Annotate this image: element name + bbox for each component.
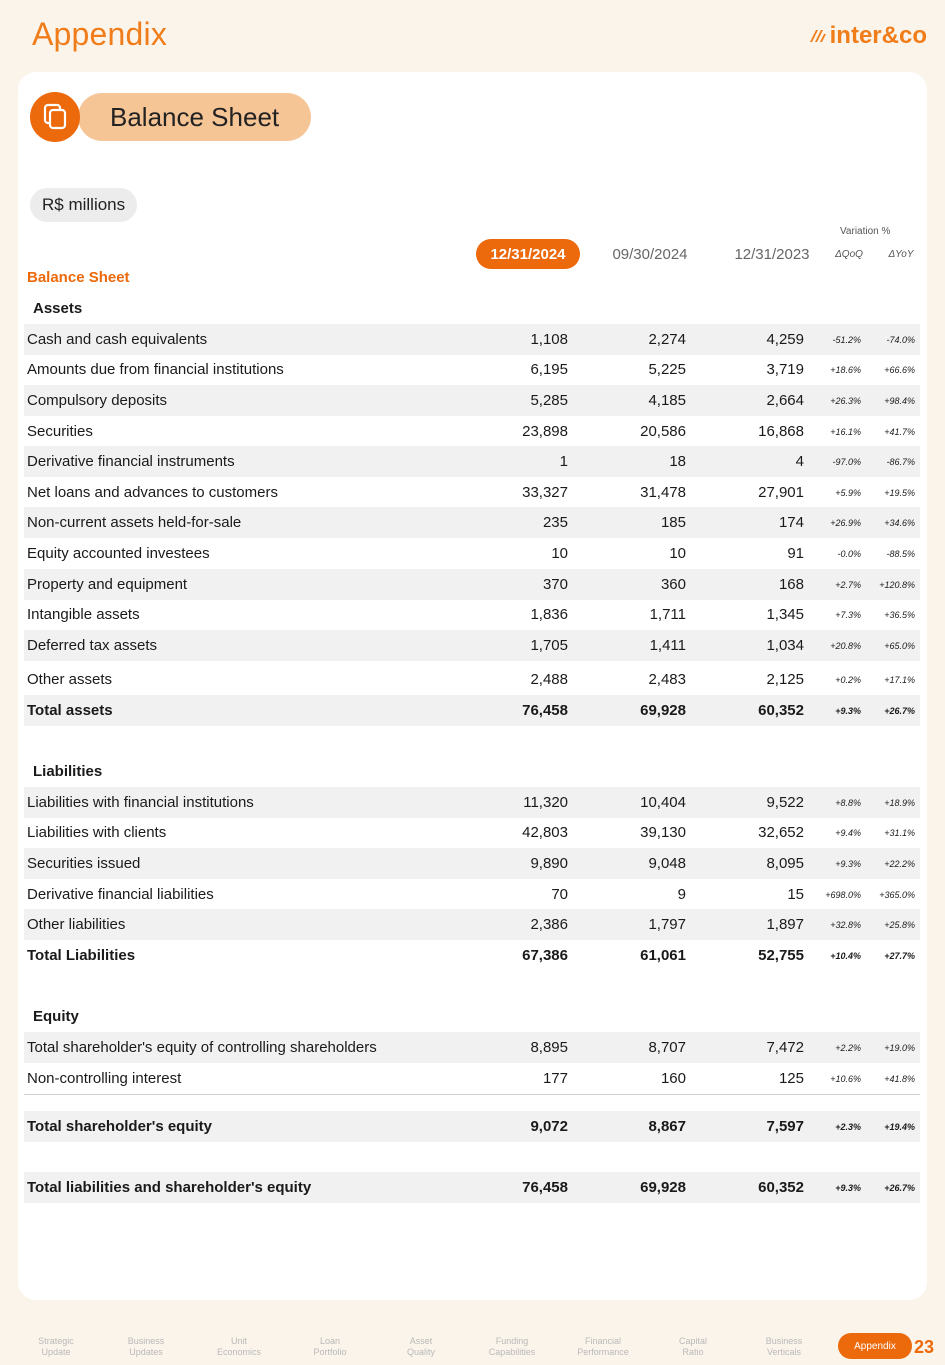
nav-item[interactable]: Financial Performance xyxy=(577,1336,629,1357)
nav-item[interactable]: Strategic Update xyxy=(38,1336,74,1357)
value-previous-year: 27,901 xyxy=(758,484,804,501)
variation-qoq: +10.6% xyxy=(830,1073,861,1084)
value-previous-quarter: 61,061 xyxy=(640,947,686,964)
value-current: 1,836 xyxy=(530,606,568,623)
row-label: Liabilities with financial institutions xyxy=(27,794,254,811)
table-row xyxy=(24,569,920,600)
value-previous-quarter: 1,797 xyxy=(648,916,686,933)
value-previous-year: 7,597 xyxy=(766,1118,804,1135)
variation-yoy: -74.0% xyxy=(886,334,915,345)
value-previous-year: 2,664 xyxy=(766,392,804,409)
value-previous-year: 174 xyxy=(778,514,804,531)
table-row xyxy=(24,477,920,508)
variation-yoy: +26.7% xyxy=(884,1182,915,1193)
variation-yoy: +36.5% xyxy=(884,609,915,620)
value-current: 2,488 xyxy=(530,671,568,688)
variation-yoy: +66.6% xyxy=(884,364,915,375)
value-current: 11,320 xyxy=(523,794,568,811)
value-previous-quarter: 5,225 xyxy=(648,361,686,378)
variation-yoy: +19.4% xyxy=(884,1121,915,1132)
value-current: 177 xyxy=(542,1070,568,1087)
value-current: 76,458 xyxy=(522,1179,568,1196)
row-label: Cash and cash equivalents xyxy=(27,331,208,348)
row-label: Other liabilities xyxy=(27,916,126,933)
variation-yoy: +25.8% xyxy=(884,919,915,930)
nav-item-appendix[interactable]: Appendix xyxy=(838,1333,912,1359)
column-header-previous-year: 12/31/2023 xyxy=(734,245,810,263)
table-row xyxy=(24,416,920,447)
section-header xyxy=(30,92,311,142)
table-row xyxy=(24,817,920,848)
variation-qoq: +26.9% xyxy=(830,517,861,528)
row-label: Total Liabilities xyxy=(27,947,136,964)
row-label: Equity accounted investees xyxy=(27,545,210,562)
variation-label: Variation % xyxy=(840,226,891,237)
row-label: Total shareholder's equity xyxy=(27,1118,212,1135)
value-previous-quarter: 360 xyxy=(660,576,686,593)
value-previous-year: 91 xyxy=(787,545,804,562)
variation-yoy: +27.7% xyxy=(884,950,915,961)
value-previous-quarter: 1,411 xyxy=(649,637,686,654)
table-row xyxy=(24,664,920,695)
value-previous-year: 125 xyxy=(778,1070,804,1087)
value-previous-year: 1,345 xyxy=(766,606,804,623)
value-current: 2,386 xyxy=(530,916,568,933)
variation-qoq: +5.9% xyxy=(835,487,861,498)
variation-qoq: +9.3% xyxy=(835,858,861,869)
value-previous-year: 2,125 xyxy=(766,671,804,688)
value-previous-year: 16,868 xyxy=(758,423,804,440)
table-row xyxy=(24,1032,920,1063)
variation-qoq: +18.6% xyxy=(830,364,861,375)
row-label: Net loans and advances to customers xyxy=(27,484,278,501)
row-label: Intangible assets xyxy=(27,606,140,623)
row-label: Securities xyxy=(27,423,93,440)
value-current: 5,285 xyxy=(530,392,568,409)
variation-qoq: +698.0% xyxy=(825,889,861,900)
value-previous-quarter: 2,483 xyxy=(648,671,686,688)
nav-item[interactable]: Loan Portfolio xyxy=(313,1336,347,1357)
variation-qoq: +32.8% xyxy=(830,919,861,930)
value-current: 1 xyxy=(559,453,568,470)
value-previous-year: 4,259 xyxy=(766,331,804,348)
unit-badge: R$ millions xyxy=(30,188,137,222)
row-label: Total assets xyxy=(27,702,113,719)
variation-qoq: +9.3% xyxy=(835,1182,861,1193)
company-logo xyxy=(808,22,927,50)
table-title: Balance Sheet xyxy=(27,269,130,286)
section-title: Balance Sheet xyxy=(78,93,311,141)
value-previous-quarter: 10,404 xyxy=(640,794,686,811)
variation-qoq: +26.3% xyxy=(830,395,861,406)
variation-yoy: +19.0% xyxy=(884,1042,915,1053)
table-total-row xyxy=(24,1172,920,1203)
variation-qoq: +8.8% xyxy=(835,797,861,808)
variation-qoq: +9.4% xyxy=(835,827,861,838)
row-label: Other assets xyxy=(27,671,113,688)
value-current: 370 xyxy=(542,576,568,593)
variation-yoy: +41.7% xyxy=(884,426,915,437)
value-previous-quarter: 69,928 xyxy=(640,1179,686,1196)
variation-qoq: +20.8% xyxy=(830,640,861,651)
variation-yoy: +22.2% xyxy=(884,858,915,869)
value-current: 70 xyxy=(551,886,568,903)
row-label: Securities issued xyxy=(27,855,141,872)
row-label: Compulsory deposits xyxy=(27,392,168,409)
row-label: Amounts due from financial institutions xyxy=(27,361,284,378)
table-row xyxy=(24,848,920,879)
group-heading: Assets xyxy=(33,300,83,317)
variation-yoy: +41.8% xyxy=(884,1073,915,1084)
value-previous-quarter: 9 xyxy=(677,886,686,903)
value-previous-year: 1,897 xyxy=(766,916,804,933)
table-total-row xyxy=(24,940,920,971)
value-previous-quarter: 39,130 xyxy=(640,824,686,841)
table-total-row xyxy=(24,695,920,726)
value-current: 9,072 xyxy=(530,1118,568,1135)
value-current: 6,195 xyxy=(530,361,568,378)
variation-qoq: +16.1% xyxy=(830,426,861,437)
variation-qoq: +9.3% xyxy=(835,705,861,716)
row-label: Liabilities with clients xyxy=(27,824,167,841)
table-row xyxy=(24,324,920,355)
value-current: 10 xyxy=(551,545,568,562)
value-current: 33,327 xyxy=(522,484,568,501)
value-previous-quarter: 8,707 xyxy=(648,1039,686,1056)
value-previous-year: 9,522 xyxy=(766,794,804,811)
variation-yoy: +18.9% xyxy=(884,797,915,808)
variation-qoq: +10.4% xyxy=(830,950,861,961)
row-divider xyxy=(24,1094,920,1095)
column-header-qoq: ΔQoQ xyxy=(835,248,863,260)
variation-yoy: +26.7% xyxy=(884,705,915,716)
table-row xyxy=(24,599,920,630)
table-row xyxy=(24,909,920,940)
variation-yoy: +65.0% xyxy=(884,640,915,651)
table-row xyxy=(24,538,920,569)
copy-icon xyxy=(30,92,80,142)
value-previous-year: 168 xyxy=(778,576,804,593)
table-total-row xyxy=(24,1111,920,1142)
value-previous-year: 7,472 xyxy=(766,1039,804,1056)
value-previous-year: 3,719 xyxy=(766,361,804,378)
content-card xyxy=(18,72,927,1300)
value-current: 235 xyxy=(542,514,568,531)
variation-qoq: +2.2% xyxy=(835,1042,861,1053)
value-current: 23,898 xyxy=(522,423,568,440)
row-label: Derivative financial instruments xyxy=(27,453,235,470)
value-current: 67,386 xyxy=(522,947,568,964)
row-label: Total shareholder's equity of controlling shareholders xyxy=(27,1039,377,1056)
variation-yoy: +19.5% xyxy=(884,487,915,498)
variation-yoy: +31.1% xyxy=(884,827,915,838)
variation-yoy: +120.8% xyxy=(879,579,915,590)
column-header-previous-quarter: 09/30/2024 xyxy=(612,245,688,263)
value-previous-quarter: 2,274 xyxy=(648,331,686,348)
row-label: Deferred tax assets xyxy=(27,637,158,654)
column-header-current[interactable]: 12/31/2024 xyxy=(476,239,580,269)
variation-yoy: +98.4% xyxy=(884,395,915,406)
value-previous-quarter: 160 xyxy=(660,1070,686,1087)
value-previous-quarter: 8,867 xyxy=(648,1118,686,1135)
variation-qoq: +0.2% xyxy=(835,674,861,685)
value-previous-year: 15 xyxy=(787,886,804,903)
nav-item[interactable]: Funding Capabilities xyxy=(488,1336,536,1357)
value-previous-year: 1,034 xyxy=(766,637,804,654)
variation-qoq: -97.0% xyxy=(832,456,861,467)
value-previous-quarter: 69,928 xyxy=(640,702,686,719)
value-previous-year: 8,095 xyxy=(766,855,804,872)
variation-qoq: -0.0% xyxy=(837,548,861,559)
logo-stripes-icon xyxy=(808,29,826,43)
variation-yoy: -88.5% xyxy=(886,548,915,559)
value-current: 42,803 xyxy=(522,824,568,841)
nav-item[interactable]: Unit Economics xyxy=(216,1336,261,1357)
row-label: Property and equipment xyxy=(27,576,188,593)
table-row xyxy=(24,385,920,416)
group-heading: Equity xyxy=(33,1008,79,1025)
table-row xyxy=(24,507,920,538)
table-row xyxy=(24,630,920,661)
nav-item[interactable]: Business Updates xyxy=(127,1336,165,1357)
page-number: 23 xyxy=(914,1337,935,1357)
variation-yoy: +365.0% xyxy=(879,889,915,900)
variation-qoq: +7.3% xyxy=(835,609,861,620)
value-previous-quarter: 1,711 xyxy=(649,606,686,623)
value-previous-quarter: 18 xyxy=(669,453,686,470)
variation-qoq: +2.3% xyxy=(835,1121,861,1132)
value-previous-year: 4 xyxy=(795,453,804,470)
row-label: Total liabilities and shareholder's equity xyxy=(27,1179,312,1196)
value-previous-year: 60,352 xyxy=(758,702,804,719)
value-previous-quarter: 9,048 xyxy=(648,855,686,872)
variation-qoq: -51.2% xyxy=(832,334,861,345)
table-row xyxy=(24,354,920,385)
value-previous-quarter: 185 xyxy=(660,514,686,531)
table-row xyxy=(24,879,920,910)
row-label: Non-controlling interest xyxy=(27,1070,182,1087)
value-previous-quarter: 31,478 xyxy=(640,484,686,501)
logo-text: inter&co xyxy=(829,22,927,49)
value-current: 1,705 xyxy=(530,637,568,654)
bottom-navigation xyxy=(0,1330,945,1365)
variation-yoy: +34.6% xyxy=(884,517,915,528)
table-row xyxy=(24,446,920,477)
table-row xyxy=(24,1063,920,1094)
column-header-yoy: ΔYoY xyxy=(888,248,914,260)
group-heading: Liabilities xyxy=(33,763,103,780)
value-current: 76,458 xyxy=(522,702,568,719)
row-label: Non-current assets held-for-sale xyxy=(27,514,242,531)
page-title: Appendix xyxy=(32,16,168,52)
value-previous-quarter: 4,185 xyxy=(648,392,686,409)
row-label: Derivative financial liabilities xyxy=(27,886,214,903)
table-row xyxy=(24,787,920,818)
nav-item[interactable]: Capital Ratio xyxy=(678,1336,707,1357)
nav-item[interactable]: Business Verticals xyxy=(765,1336,803,1357)
variation-yoy: -86.7% xyxy=(886,456,915,467)
value-previous-year: 60,352 xyxy=(758,1179,804,1196)
nav-item[interactable]: Asset Quality xyxy=(406,1336,435,1357)
variation-yoy: +17.1% xyxy=(884,674,915,685)
value-previous-quarter: 10 xyxy=(669,545,686,562)
value-current: 1,108 xyxy=(530,331,568,348)
value-previous-year: 32,652 xyxy=(758,824,804,841)
value-current: 9,890 xyxy=(530,855,568,872)
value-previous-year: 52,755 xyxy=(758,947,804,964)
value-current: 8,895 xyxy=(530,1039,568,1056)
value-previous-quarter: 20,586 xyxy=(640,423,686,440)
variation-qoq: +2.7% xyxy=(835,579,861,590)
